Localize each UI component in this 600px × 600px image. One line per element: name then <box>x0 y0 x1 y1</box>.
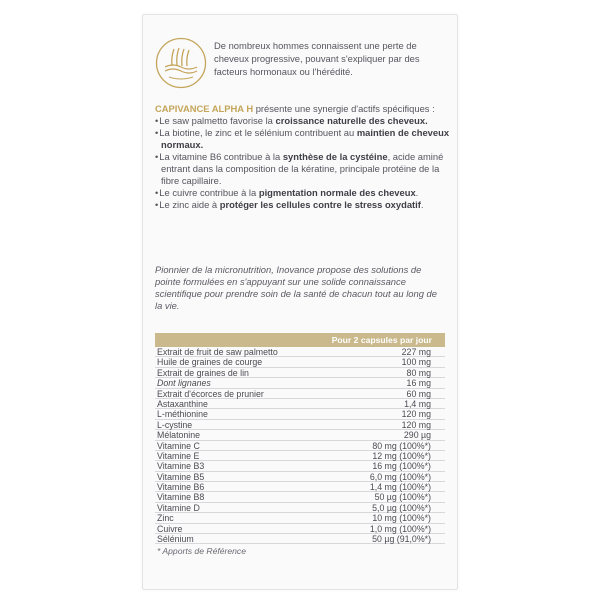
nutrient-name: Cuivre <box>157 523 183 534</box>
nutrient-name: Dont lignanes <box>157 378 211 389</box>
table-row <box>155 451 445 461</box>
table-row <box>155 378 445 388</box>
nutrition-table <box>155 333 445 544</box>
nutrient-value: 60 mg <box>406 388 431 399</box>
nutrient-name: Extrait de graines de lin <box>157 367 249 378</box>
nutrient-name: Vitamine B6 <box>157 482 205 493</box>
nutrient-value: 6,0 mg (100%*) <box>369 471 431 482</box>
intro-text: De nombreux hommes connaissent une perte de cheveux progressive, pouvant s'expliquer par des facteurs hormonaux ou l'hérédité. <box>214 40 420 77</box>
nutrient-name: Vitamine D <box>157 502 200 513</box>
nutrition-table-header: Pour 2 capsules par jour <box>155 333 445 347</box>
intro-section <box>155 35 451 91</box>
table-row <box>155 492 445 502</box>
table-row <box>155 441 445 451</box>
table-row <box>155 347 445 357</box>
nutrient-value: 16 mg (100%*) <box>372 461 431 472</box>
nutrient-value: 12 mg (100%*) <box>372 450 431 461</box>
table-row <box>155 513 445 523</box>
table-row <box>155 503 445 513</box>
nutrient-name: Sélénium <box>157 534 194 545</box>
table-row <box>155 482 445 492</box>
benefit-item: • La vitamine B6 contribue à la synthèse de la cystéine, acide aminé entrant dans la composition de la kératine, principale protéine de la fibre capillaire. <box>155 151 451 187</box>
nutrient-value: 290 µg <box>403 430 431 441</box>
nutrient-name: Vitamine B3 <box>157 461 205 472</box>
nutrient-value: 120 mg <box>401 409 431 420</box>
nutrient-name: Extrait d'écorces de prunier <box>157 388 264 399</box>
table-row <box>155 430 445 440</box>
table-row <box>155 534 445 544</box>
brand-name: CAPIVANCE ALPHA H <box>155 103 254 114</box>
nutrient-value: 16 mg <box>406 378 431 389</box>
nutrient-name: L-cystine <box>157 419 193 430</box>
footnote: * Apports de Référence <box>157 546 247 556</box>
nutrient-value: 10 mg (100%*) <box>372 513 431 524</box>
nutrient-value: 80 mg <box>406 367 431 378</box>
table-row <box>155 524 445 534</box>
synergy-section <box>155 103 451 211</box>
nutrient-value: 50 µg (100%*) <box>374 492 431 503</box>
nutrient-value: 1,4 mg <box>404 398 431 409</box>
brand-statement: Pionnier de la micronutrition, Inovance propose des solutions de pointe formulées en s'appuyant sur une solide connaissance scientifique pour prendre soin de la santé de chacun tout au long de la vie. <box>155 264 437 311</box>
table-row <box>155 399 445 409</box>
nutrient-name: Vitamine B5 <box>157 471 205 482</box>
nutrient-value: 80 mg (100%*) <box>372 440 431 451</box>
table-row <box>155 472 445 482</box>
nutrient-name: Zinc <box>157 513 174 524</box>
nutrient-name: Vitamine B8 <box>157 492 205 503</box>
product-box-panel <box>142 14 458 590</box>
benefit-item: • Le cuivre contribue à la pigmentation normale des cheveux. <box>155 187 451 199</box>
benefit-list <box>155 115 451 211</box>
nutrient-name: Vitamine C <box>157 440 200 451</box>
nutrient-value: 227 mg <box>401 347 431 357</box>
nutrient-name: Vitamine E <box>157 450 200 461</box>
nutrient-name: Mélatonine <box>157 430 201 441</box>
nutrient-value: 120 mg <box>401 419 431 430</box>
table-row <box>155 461 445 471</box>
benefit-item: • Le zinc aide à protéger les cellules contre le stress oxydatif. <box>155 199 451 211</box>
nutrient-value: 1,0 mg (100%*) <box>369 523 431 534</box>
table-row <box>155 409 445 419</box>
hair-follicle-icon <box>155 37 207 89</box>
nutrient-name: Astaxanthine <box>157 398 208 409</box>
table-row <box>155 357 445 367</box>
table-row <box>155 368 445 378</box>
synergy-heading <box>155 103 451 115</box>
nutrient-name: Huile de graines de courge <box>157 357 263 368</box>
nutrient-value: 5,0 µg (100%*) <box>372 502 431 513</box>
table-row <box>155 389 445 399</box>
synergy-lead: présente une synergie d'actifs spécifiques : <box>253 103 435 114</box>
nutrient-name: Extrait de fruit de saw palmetto <box>157 347 278 357</box>
nutrition-rows <box>155 347 445 544</box>
table-row <box>155 420 445 430</box>
nutrient-value: 100 mg <box>401 357 431 368</box>
nutrient-name: L-méthionine <box>157 409 208 420</box>
nutrient-value: 50 µg (91,0%*) <box>372 534 431 545</box>
benefit-item: • La biotine, le zinc et le sélénium contribuent au maintien de cheveux normaux. <box>155 127 451 151</box>
nutrient-value: 1,4 mg (100%*) <box>369 482 431 493</box>
benefit-item: • Le saw palmetto favorise la croissance naturelle des cheveux. <box>155 115 451 127</box>
